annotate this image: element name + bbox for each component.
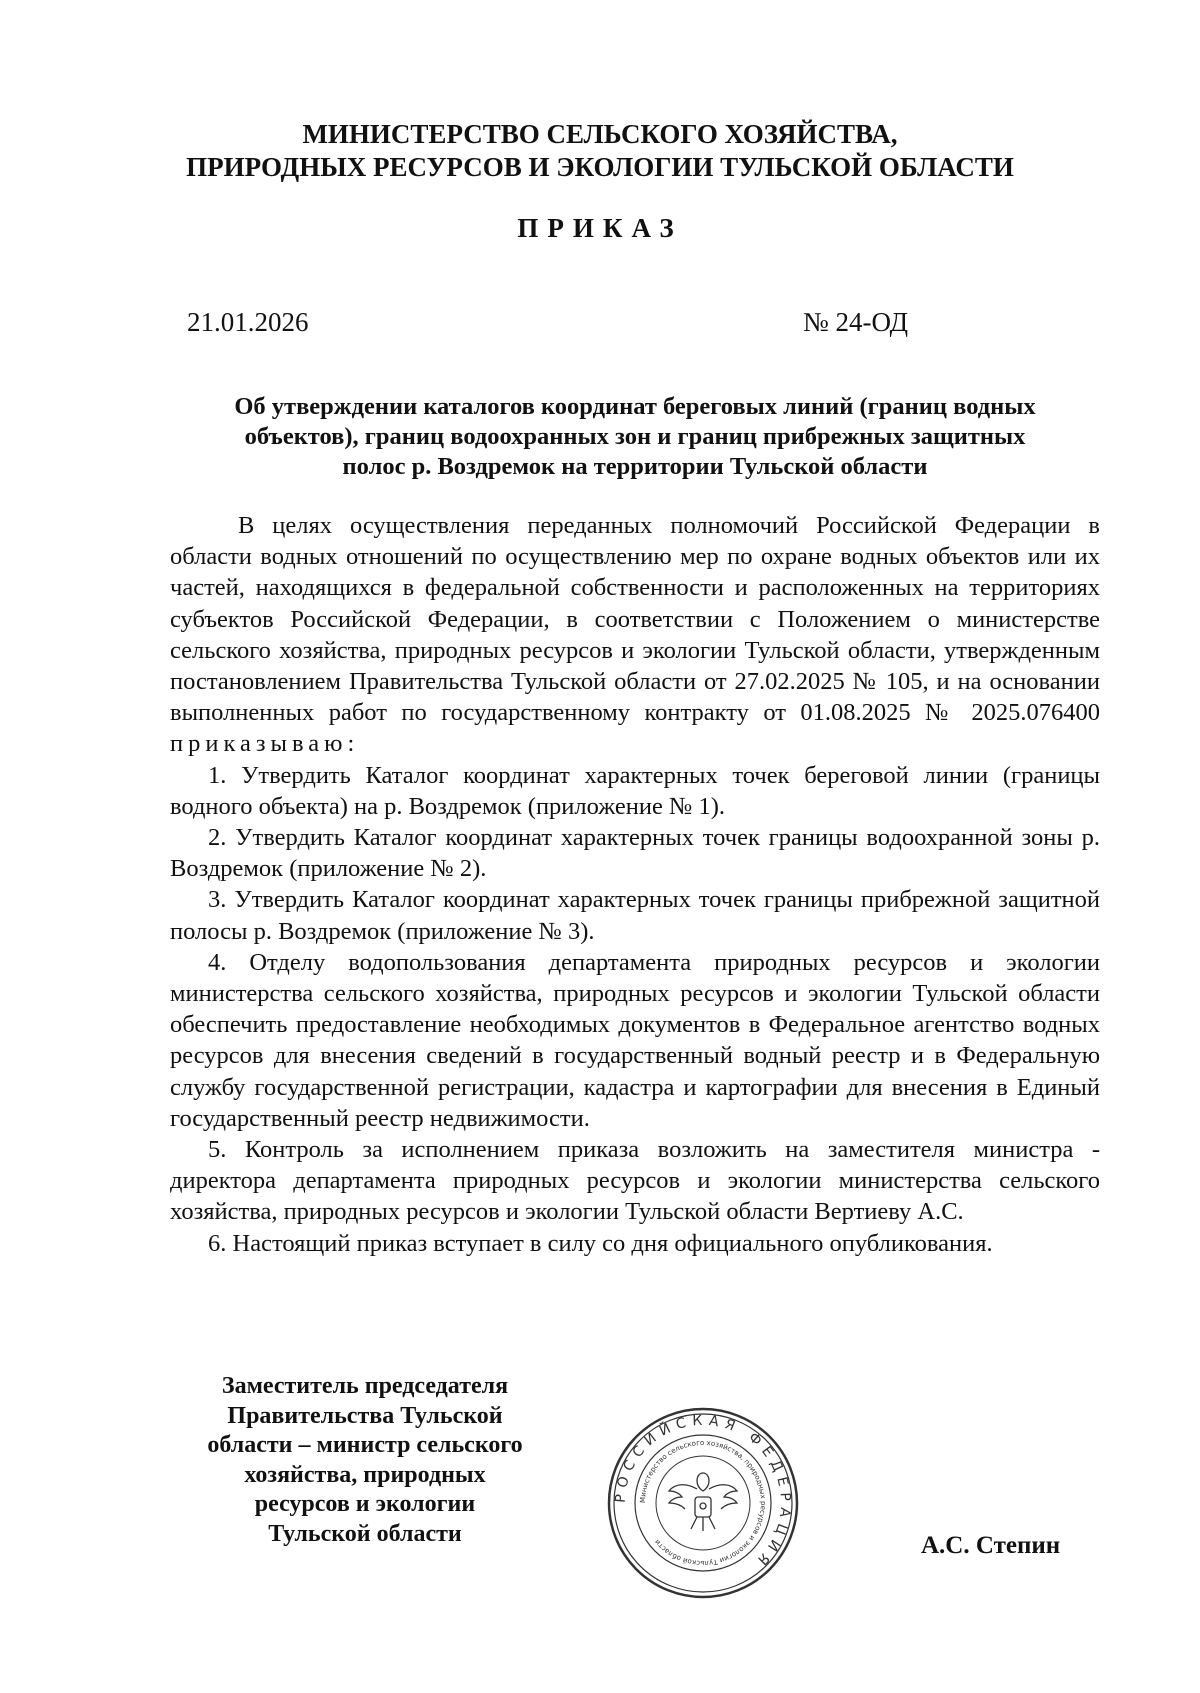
- order-item-3: 3. Утвердить Каталог координат характерных точек границы прибрежной защитной полосы р. Воздремок (приложение № 3).: [170, 886, 1100, 945]
- signer-position-line-6: Тульской области: [268, 1520, 462, 1547]
- order-subject: [170, 392, 1100, 482]
- order-item-2: 2. Утвердить Каталог координат характерных точек границы водоохранной зоны р. Воздремок (приложение № 2).: [170, 824, 1100, 883]
- document-type: ПРИКАЗ: [517, 213, 683, 243]
- order-directive: приказываю:: [170, 730, 360, 758]
- signer-position-line-2: Правительства Тульской: [227, 1402, 503, 1429]
- signer-position: [165, 1372, 565, 1549]
- signer-name: А.С. Степин: [921, 1532, 1061, 1559]
- order-body: [170, 510, 1100, 1259]
- order-subject-line-2: объектов), границ водоохранных зон и границ прибрежных защитных: [244, 423, 1026, 450]
- signer-position-line-4: хозяйства, природных: [244, 1461, 486, 1488]
- order-date: 21.01.2026: [187, 307, 309, 337]
- seal-inner-text: Министерство сельского хозяйства, природных ресурсов и экологии Тульской области: [638, 1438, 768, 1568]
- signer-position-line-3: области – министр сельского: [207, 1432, 523, 1458]
- official-seal: [605, 1405, 801, 1601]
- preamble-paragraph: [170, 510, 1100, 760]
- coat-of-arms-icon: [669, 1473, 737, 1531]
- ministry-name-line-1: МИНИСТЕРСТВО СЕЛЬСКОГО ХОЗЯЙСТВА,: [302, 119, 898, 149]
- order-subject-line-3: полос р. Воздремок на территории Тульской области: [342, 453, 928, 480]
- signer-position-line-5: ресурсов и экологии: [254, 1491, 476, 1517]
- seal-outer-text: РОССИЙСКАЯ ФЕДЕРАЦИЯ: [612, 1412, 794, 1572]
- order-subject-line-1: Об утверждении каталогов координат береговых линий (границ водных: [234, 393, 1036, 420]
- ministry-name: [0, 118, 1200, 184]
- order-item-5: 5. Контроль за исполнением приказа возложить на заместителя министра - директора департамента природных ресурсов и экологии министерства сельского хозяйства, природных ресурсов и экологии Тульской области Вертиеву А.С.: [170, 1136, 1100, 1226]
- order-item-6: 6. Настоящий приказ вступает в силу со дня официального опубликования.: [208, 1229, 993, 1257]
- order-item-1: 1. Утвердить Каталог координат характерных точек береговой линии (границы водного объекта) на р. Воздремок (приложение № 1).: [170, 761, 1100, 820]
- ministry-name-line-2: ПРИРОДНЫХ РЕСУРСОВ И ЭКОЛОГИИ ТУЛЬСКОЙ ОБЛАСТИ: [186, 152, 1014, 182]
- order-item-4: 4. Отделу водопользования департамента природных ресурсов и экологии министерства сельского хозяйства, природных ресурсов и экологии Тульской области обеспечить предоставление необходимых документов в Федеральное агентство водных ресурсов для внесения сведений в государственный водный реестр и в Федеральную службу государственной регистрации, кадастра и картографии для внесения в Единый государственный реестр недвижимости.: [170, 948, 1100, 1132]
- order-number: № 24-ОД: [803, 307, 909, 337]
- signer-position-line-1: Заместитель председателя: [221, 1373, 509, 1399]
- preamble-text: В целях осуществления переданных полномочий Российской Федерации в области водных отношений по осуществлению мер по охране водных объектов или их частей, находящихся в федеральной собственности и расположенных на территориях субъектов Российской Федерации, в соответствии с Положением о министерстве сельского хозяйства, природных ресурсов и экологии Тульской области, утвержденным постановлением Правительства Тульской области от 27.02.2025 № 105, и на основании выполненных работ по государственному контракту от 01.08.2025 № 2025.076400: [170, 512, 1100, 727]
